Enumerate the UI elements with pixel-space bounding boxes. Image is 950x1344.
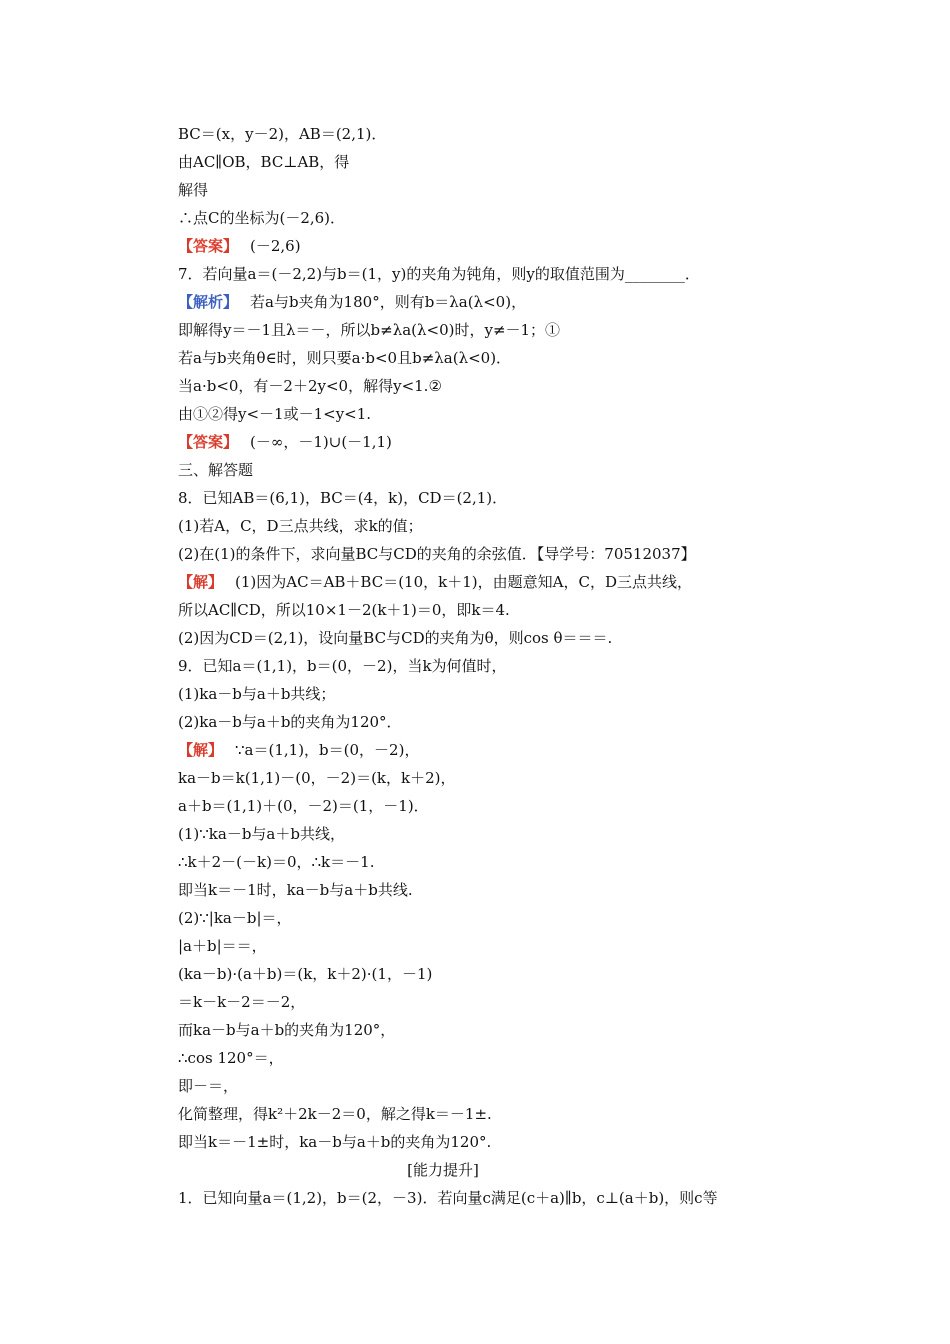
line-text: ∴k＋2－(－k)＝0，∴k＝－1. — [178, 853, 375, 871]
text-line — [178, 1184, 818, 1212]
line-text: (1)ka－b与a＋b共线； — [178, 685, 336, 703]
text-line — [178, 568, 818, 596]
text-line — [178, 428, 818, 456]
answer-tag: 【答案】 — [178, 237, 239, 255]
text-line — [178, 624, 818, 652]
line-text: ∴cos 120°＝， — [178, 1049, 284, 1067]
text-line — [178, 848, 818, 876]
text-line — [178, 232, 818, 260]
text-line — [178, 1100, 818, 1128]
text-line — [178, 288, 818, 316]
line-text: 所以AC∥CD，所以10×1－2(k＋1)＝0，即k＝4. — [178, 601, 510, 619]
answer-tag: 【解】 — [178, 573, 224, 591]
text-line — [178, 1128, 818, 1156]
line-text: 8．已知AB＝(6,1)，BC＝(4，k)，CD＝(2,1)． — [178, 489, 508, 507]
text-line — [178, 736, 818, 764]
line-text: 即－＝， — [178, 1077, 239, 1095]
text-line — [178, 792, 818, 820]
text-line — [178, 876, 818, 904]
text-line — [178, 1072, 818, 1100]
line-text: (2)ka－b与a＋b的夹角为120°． — [178, 713, 402, 731]
line-text: BC＝(x，y－2)，AB＝(2,1)． — [178, 125, 387, 143]
line-text: (2)因为CD＝(2,1)，设向量BC与CD的夹角为θ，则cos θ＝＝＝. — [178, 629, 613, 647]
line-text: (1)∵ka－b与a＋b共线， — [178, 825, 345, 843]
line-text: ∵a＝(1,1)，b＝(0，－2)， — [235, 741, 420, 759]
line-text: a＋b＝(1,1)＋(0，－2)＝(1，－1)． — [178, 797, 429, 815]
text-line — [178, 344, 818, 372]
line-text: |a＋b|＝＝， — [178, 937, 267, 955]
line-text: 三、解答题 — [178, 461, 254, 479]
text-line — [178, 148, 818, 176]
line-text: 解得 — [178, 181, 209, 199]
document-body — [178, 120, 818, 1212]
line-text: (ka－b)·(a＋b)＝(k，k＋2)·(1，－1) — [178, 965, 433, 983]
line-text: 即当k＝－1±时，ka－b与a＋b的夹角为120°. — [178, 1133, 492, 1151]
text-line — [178, 820, 818, 848]
answer-tag: 【答案】 — [178, 433, 239, 451]
line-text: 而ka－b与a＋b的夹角为120°， — [178, 1021, 396, 1039]
line-text: (－∞，－1)∪(－1,1) — [250, 433, 392, 451]
text-line — [178, 932, 818, 960]
text-line — [178, 372, 818, 400]
line-text: 即当k＝－1时，ka－b与a＋b共线. — [178, 881, 413, 899]
line-text: 若a与b夹角为180°，则有b＝λa(λ<0)， — [250, 293, 527, 311]
text-line — [178, 120, 818, 148]
answer-tag: 【解析】 — [178, 293, 239, 311]
line-text: 9．已知a＝(1,1)，b＝(0，－2)，当k为何值时， — [178, 657, 507, 675]
text-line — [178, 764, 818, 792]
text-line — [178, 708, 818, 736]
line-text: 当a·b<0，有－2＋2y<0，解得y<1.② — [178, 377, 442, 395]
text-line — [178, 204, 818, 232]
line-text: ＝k－k－2＝－2， — [178, 993, 306, 1011]
line-text: (1)因为AC＝AB＋BC＝(10，k＋1)，由题意知A，C，D三点共线， — [235, 573, 692, 591]
line-text: 1．已知向量a＝(1,2)，b＝(2，－3)．若向量c满足(c＋a)∥b，c⊥(a＋b)，则c等 — [178, 1189, 718, 1207]
text-line — [178, 1016, 818, 1044]
answer-tag: 【解】 — [178, 741, 224, 759]
text-line — [178, 988, 818, 1016]
text-line — [178, 260, 818, 288]
line-text: 若a与b夹角θ∈时，则只要a·b<0且b≠λa(λ<0)． — [178, 349, 512, 367]
text-line — [178, 596, 818, 624]
line-text: 化简整理，得k²＋2k－2＝0，解之得k＝－1±. — [178, 1105, 492, 1123]
line-text: (1)若A，C，D三点共线，求k的值； — [178, 517, 423, 535]
text-line — [178, 400, 818, 428]
text-line — [178, 512, 818, 540]
line-text: 7．若向量a＝(－2,2)与b＝(1，y)的夹角为钝角，则y的取值范围为________． — [178, 265, 700, 283]
line-text: ka－b＝k(1,1)－(0，－2)＝(k，k＋2)， — [178, 769, 456, 787]
line-text: 即解得y＝－1且λ＝－，所以b≠λa(λ<0)时，y≠－1；① — [178, 321, 561, 339]
text-line — [178, 904, 818, 932]
line-text: 由①②得y<－1或－1<y<1. — [178, 405, 372, 423]
line-text: 由AC∥OB，BC⊥AB，得 — [178, 153, 350, 171]
line-text: [能力提升] — [407, 1161, 479, 1179]
line-text: (－2,6) — [250, 237, 301, 255]
text-line — [178, 652, 818, 680]
section-heading — [178, 1156, 708, 1184]
text-line — [178, 540, 818, 568]
text-line — [178, 456, 818, 484]
text-line — [178, 1044, 818, 1072]
line-text: ∴点C的坐标为(－2,6)． — [178, 209, 346, 227]
text-line — [178, 484, 818, 512]
line-text: (2)∵|ka－b|＝， — [178, 909, 292, 927]
text-line — [178, 176, 818, 204]
text-line — [178, 960, 818, 988]
text-line — [178, 680, 818, 708]
line-text: (2)在(1)的条件下，求向量BC与CD的夹角的余弦值．【导学号：70512037】 — [178, 545, 696, 563]
text-line — [178, 316, 818, 344]
